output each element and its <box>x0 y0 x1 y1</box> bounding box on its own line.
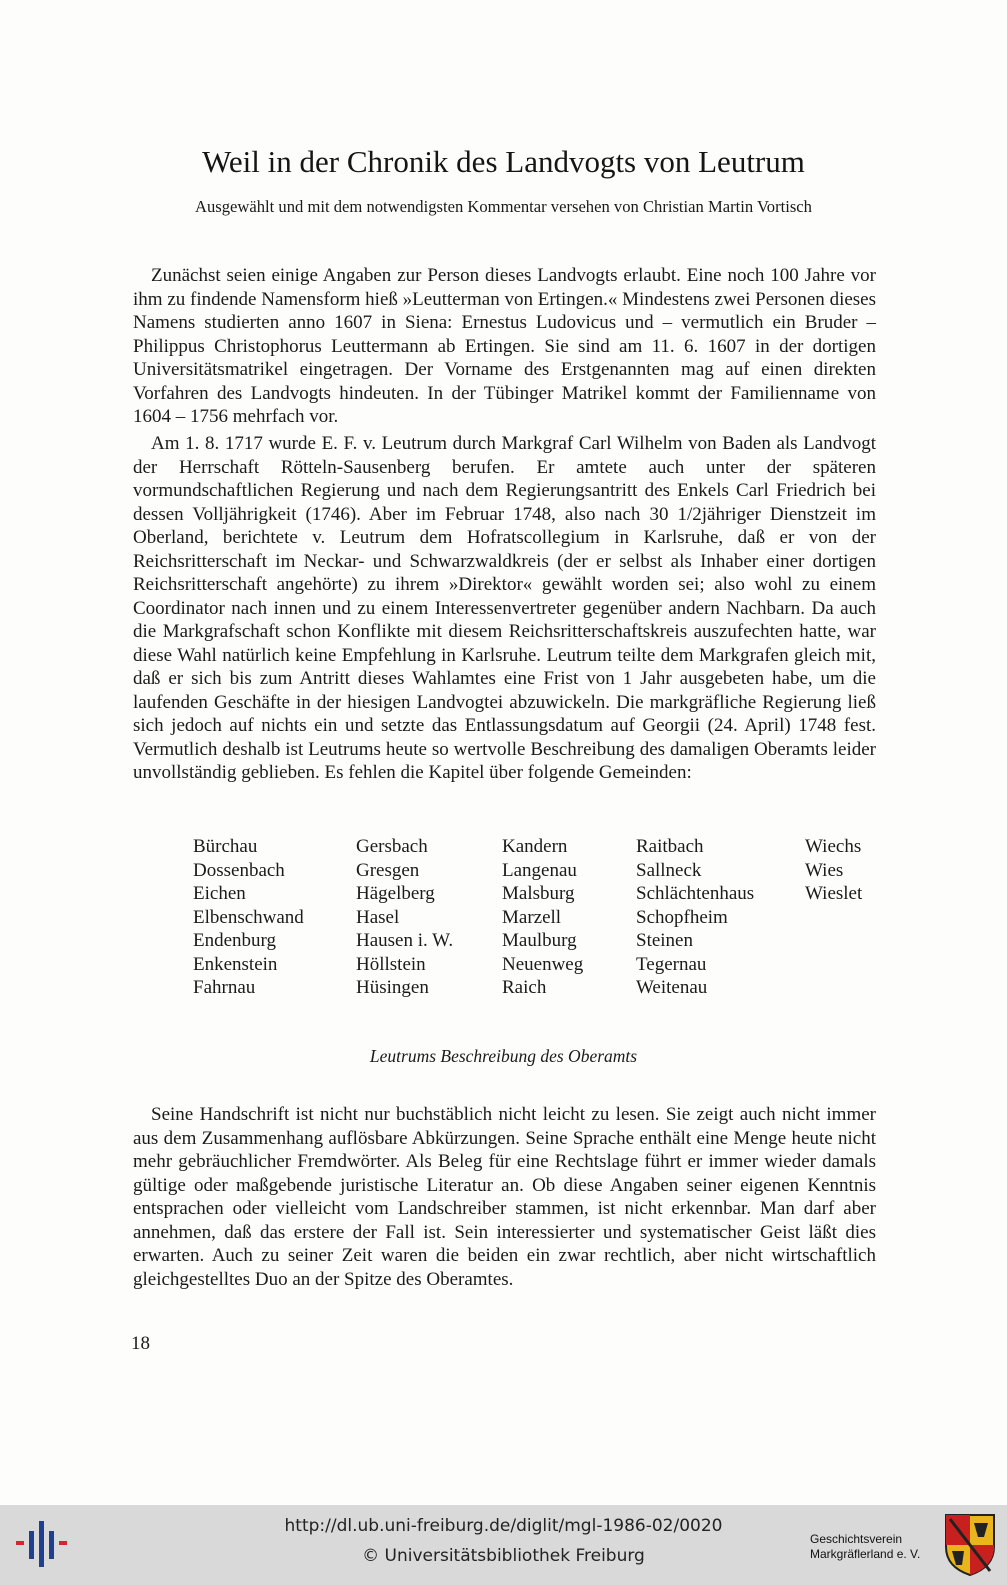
town-name: Wies <box>805 859 844 881</box>
town-list <box>193 835 883 1005</box>
viewer-footer <box>0 1505 1007 1585</box>
society-line-2: Markgräflerland e. V. <box>810 1547 921 1561</box>
society-name <box>810 1532 920 1562</box>
body-paragraph-2 <box>133 432 876 785</box>
town-name: Tegernau <box>636 953 707 975</box>
page-number: 18 <box>131 1333 150 1354</box>
town-name: Fahrnau <box>193 977 256 998</box>
town-column-3 <box>502 835 583 1000</box>
town-column-1 <box>193 835 304 1000</box>
town-name: Endenburg <box>193 930 277 951</box>
town-name: Neuenweg <box>502 953 584 975</box>
town-name: Hasel <box>356 906 400 928</box>
document-subtitle: Ausgewählt und mit dem notwendigsten Kommentar versehen von Christian Martin Vortisch <box>195 197 812 216</box>
society-line-1: Geschichtsverein <box>810 1532 903 1546</box>
document-title: Weil in der Chronik des Landvogts von Leutrum <box>202 144 805 179</box>
town-name: Maulburg <box>502 930 577 951</box>
town-name: Malsburg <box>502 883 575 904</box>
town-name: Langenau <box>502 859 577 881</box>
town-name: Raitbach <box>636 836 704 857</box>
town-column-2 <box>356 835 453 1000</box>
town-name: Gresgen <box>356 859 420 881</box>
town-name: Schopfheim <box>636 906 728 928</box>
town-name: Steinen <box>636 930 693 951</box>
town-name: Raich <box>502 977 547 998</box>
town-name: Sallneck <box>636 859 702 881</box>
town-name: Schlächtenhaus <box>636 883 755 904</box>
town-name: Hüsingen <box>356 977 429 998</box>
town-name: Höllstein <box>356 953 426 975</box>
town-name: Hausen i. W. <box>356 930 454 951</box>
town-name: Dossenbach <box>193 859 285 881</box>
town-name: Eichen <box>193 883 246 904</box>
paragraph-text: Am 1. 8. 1717 wurde E. F. v. Leutrum durch Markgraf Carl Wilhelm von Baden als Landvogt der Herrschaft Rötteln-Sausenberg berufen. Er amtete auch unter der späteren vormundschaftlichen Regierung und nach dem Regierungsantritt des Enkels Carl Friedrich bei dessen Volljährigkeit (1746). Aber im Februar 1748, also nach 30 1/2jähriger Dienstzeit im Oberland, berichtete v. Leutrum dem Hofratscollegium in Karlsruhe, daß er von der Reichsritterschaft im Neckar- und Schwarzwaldkreis (der er selbst als Inhaber einer dortigen Reichsritterschaft angehörte) zu ihrem »Direktor« gewählt worden sei; also wohl zu einem Coordinator nach innen und zu einem Interessenvertreter gegenüber andern Nachbarn. Da auch die Markgrafschaft schon Konflikte mit diesem Reichsritterschaftskreis auszufechten hatte, war diese Wahl natürlich keine Empfehlung in Karlsruhe. Leutrum teilte dem Markgrafen gleich mit, daß er sich bis zum Antritt dieses Wahlamtes eine Frist von 1 Jahr ausgebeten habe, um die laufenden Geschäfte in der hiesigen Landvogtei abzuwickeln. Die markgräfliche Regierung ließ sich jedoch auf nichts ein und setzte das Entlassungsdatum auf Georgii (24. April) 1748 fest. Vermutlich deshalb ist Leutrums heute so wertvolle Beschreibung des damaligen Oberamts leider unvollständig geblieben. Es fehlen die Kapitel über folgende Gemeinden: <box>133 433 876 783</box>
town-name: Wiechs <box>805 836 862 857</box>
paragraph-text: Zunächst seien einige Angaben zur Person dieses Landvogts erlaubt. Eine noch 100 Jahre vor ihm zu findende Namensform hieß »Leutterman von Ertingen.« Mindestens zwei Personen dieses Namens studierten anno 1607 in Siena: Ernestus Ludovicus und – vermutlich ein Bruder – Philippus Christophorus Leuttermann ab Ertingen. Sie sind am 11. 6. 1607 in der dortigen Universitätsmatrikel eingetragen. Der Vorname des Erstgenannten mag auf einen direkten Vorfahren des Landvogts hindeuten. In der Tübinger Matrikel kommt der Familienname von 1604 – 1756 mehrfach vor. <box>133 265 876 427</box>
town-column-4 <box>636 835 754 1000</box>
coat-of-arms-icon <box>944 1513 996 1577</box>
town-name: Elbenschwand <box>193 906 304 928</box>
town-name: Marzell <box>502 906 562 928</box>
document-url-link[interactable]: http://dl.ub.uni-freiburg.de/diglit/mgl-1986-02/0020 <box>284 1516 723 1536</box>
town-name: Gersbach <box>356 836 428 857</box>
body-paragraph-3 <box>133 1103 876 1291</box>
section-heading: Leutrums Beschreibung des Oberamts <box>369 1046 638 1066</box>
town-name: Hägelberg <box>356 883 435 904</box>
town-name: Kandern <box>502 836 568 857</box>
town-column-5 <box>805 835 862 906</box>
town-name: Enkenstein <box>193 953 278 975</box>
copyright-notice: © Universitätsbibliothek Freiburg <box>362 1546 645 1566</box>
body-paragraph-1 <box>133 264 876 429</box>
town-name: Wieslet <box>805 883 863 904</box>
town-name: Bürchau <box>193 836 258 857</box>
town-name: Weitenau <box>636 977 708 998</box>
paragraph-text: Seine Handschrift ist nicht nur buchstäblich nicht leicht zu lesen. Sie zeigt auch nicht immer aus dem Zusammenhang auflösbare Abkürzungen. Seine Sprache enthält eine Menge heute nicht mehr gebräuchlicher Fremdwörter. Als Beleg für eine Rechtslage führt er immer wieder damals gültige oder maßgebende juristische Literatur an. Ob diese Angaben seiner eigenen Kenntnis entsprachen oder vielleicht vom Landschreiber stammen, ist nicht erkennbar. Man darf aber annehmen, daß das erstere der Fall ist. Sein interessierter und systematischer Geist läßt dies erwarten. Auch zu seiner Zeit waren die beiden ein zwar rechtlich, aber nicht wirtschaftlich gleichgestelltes Duo an der Spitze des Oberamtes. <box>133 1104 876 1290</box>
